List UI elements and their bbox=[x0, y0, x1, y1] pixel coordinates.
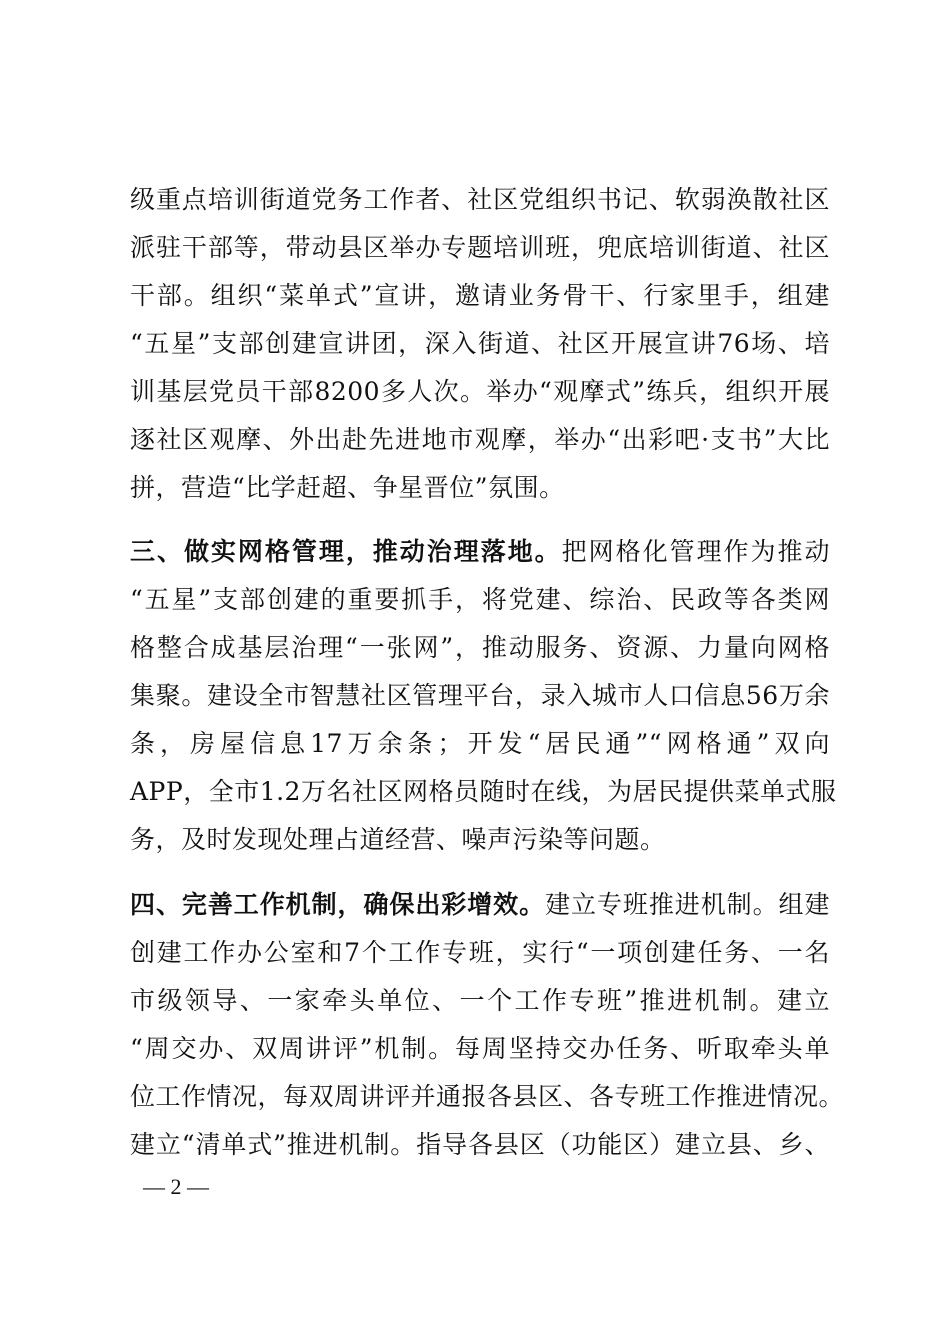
text-line-first bbox=[130, 528, 830, 576]
text-line: “五星”支部创建的重要抓手，将党建、综治、民政等各类网 bbox=[130, 585, 830, 614]
text-line: 干部。组织“菜单式”宣讲，邀请业务骨干、行家里手，组建 bbox=[130, 281, 830, 310]
section-heading-3: 三、做实网格管理，推动治理落地。 bbox=[130, 537, 562, 566]
paragraph-training bbox=[130, 176, 830, 512]
text-line: 集聚。建设全市智慧社区管理平台，录入城市人口信息56万余 bbox=[130, 681, 830, 710]
page-number: — 2 — bbox=[143, 1174, 209, 1199]
text-line: 格整合成基层治理“一张网”，推动服务、资源、力量向网格 bbox=[130, 633, 830, 662]
heading-continuation: 把网格化管理作为推动 bbox=[561, 537, 830, 566]
text-line: 市级领导、一家牵头单位、一个工作专班”推进机制。建立 bbox=[130, 986, 830, 1015]
text-line: 条，房屋信息17万余条；开发“居民通”“网格通”双向 bbox=[130, 729, 830, 758]
text-line: 训基层党员干部8200多人次。举办“观摩式”练兵，组织开展 bbox=[130, 377, 830, 406]
text-line: 级重点培训街道党务工作者、社区党组织书记、软弱涣散社区 bbox=[130, 185, 830, 214]
paragraph-work-mechanism bbox=[130, 881, 845, 1169]
text-line: 建立“清单式”推进机制。指导各县区（功能区）建立县、乡、 bbox=[130, 1130, 830, 1159]
paragraph-grid-management bbox=[130, 528, 837, 864]
text-line: APP，全市1.2万名社区网格员随时在线，为居民提供菜单式服 bbox=[130, 777, 837, 806]
section-heading-4: 四、完善工作机制，确保出彩增效。 bbox=[130, 890, 546, 919]
text-line: 位工作情况，每双周讲评并通报各县区、各专班工作推进情况。 bbox=[130, 1082, 845, 1111]
text-line: 创建工作办公室和7个工作专班，实行“一项创建任务、一名 bbox=[130, 938, 830, 967]
text-line: “周交办、双周讲评”机制。每周坚持交办任务、听取牵头单 bbox=[130, 1034, 830, 1063]
heading-continuation: 建立专班推进机制。组建 bbox=[545, 890, 830, 919]
text-line-first bbox=[130, 881, 830, 929]
text-line: “五星”支部创建宣讲团，深入街道、社区开展宣讲76场、培 bbox=[130, 329, 830, 358]
text-line: 务，及时发现处理占道经营、噪声污染等问题。 bbox=[130, 825, 666, 854]
text-line: 派驻干部等，带动县区举办专题培训班，兜底培训街道、社区 bbox=[130, 233, 830, 262]
text-line: 拼，营造“比学赶超、争星晋位”氛围。 bbox=[130, 473, 565, 502]
text-line: 逐社区观摩、外出赴先进地市观摩，举办“出彩吧·支书”大比 bbox=[130, 425, 830, 454]
